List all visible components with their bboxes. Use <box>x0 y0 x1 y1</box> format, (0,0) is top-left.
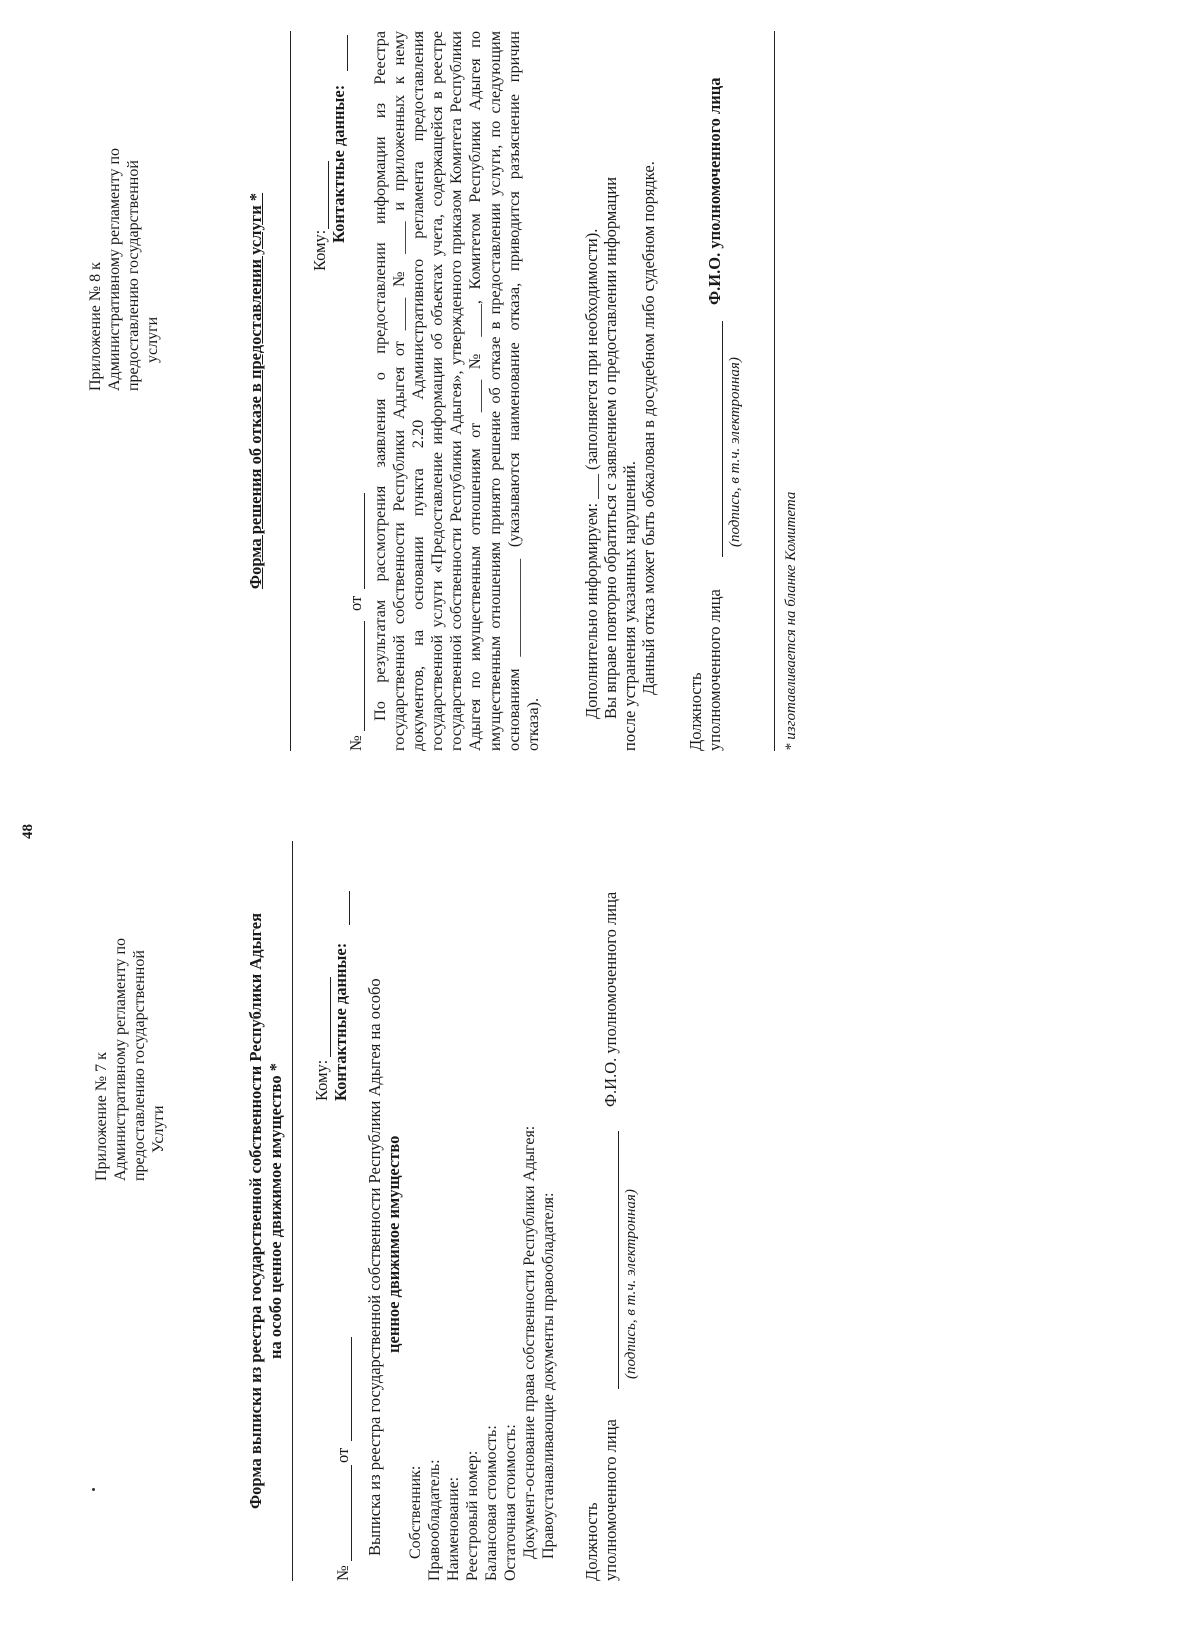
field-holder: Правообладатель: <box>426 1459 443 1581</box>
appendix-line: услуги <box>144 316 161 363</box>
contacts-label: Контактные данные: <box>331 942 350 1101</box>
appendix-line: предоставлению государственной <box>125 160 142 391</box>
position-line-1: Должность <box>686 672 705 751</box>
appendix-line: Услуги <box>150 1105 167 1153</box>
field-balance-value: Балансовая стоимость: <box>483 1425 500 1581</box>
from-blank <box>364 493 365 589</box>
to-label: Кому: <box>312 1059 331 1101</box>
field-residual-value: Остаточная стоимость: <box>502 1424 519 1581</box>
signature-note: (подпись, в т.ч. электронная) <box>727 357 743 547</box>
footnote-rule <box>774 31 775 751</box>
fio-label: Ф.И.О. уполномоченного лица <box>705 77 724 305</box>
reapply-line-2: после устранения указанных нарушений. <box>620 461 639 751</box>
signature-note: (подпись, в т.ч. электронная) <box>623 1189 639 1379</box>
field-title-documents: Правоустанавливающие документы правообладателя: <box>540 1192 557 1559</box>
number-blank <box>351 1465 352 1561</box>
appendix-line: Приложение № 7 к <box>93 1052 110 1181</box>
extract-line-1: Выписка из реестра государственной собственности Республики Адыгея на особо <box>365 978 384 1556</box>
additional-info: Дополнительно информируем: ___ (заполняется при необходимости). <box>582 228 601 719</box>
to-label: Кому: <box>310 229 329 271</box>
reapply-line-1: Вы вправе повторно обратиться с заявлением о предоставлении информации <box>601 176 620 719</box>
field-name: Наименование: <box>445 1476 462 1581</box>
appendix-line: предоставлению государственной <box>131 950 148 1181</box>
form-8-title <box>246 31 266 751</box>
number-label: № <box>333 1565 352 1581</box>
appendix-line: Административному регламенту по <box>112 937 129 1181</box>
title-line: на особо ценное движимое имущество * <box>266 1063 285 1359</box>
contacts-label: Контактные данные: <box>329 84 348 243</box>
signature-blank <box>618 1131 619 1389</box>
appendix-line: Приложение № 8 к <box>87 262 104 391</box>
appendix-7-header <box>92 938 168 1181</box>
field-basis-document: Документ-основание права собственности Республики Адыгея: <box>521 1125 538 1559</box>
form-8-refusal <box>0 0 1200 791</box>
refusal-text: По результатам рассмотрения заявления о предоставлении информации из Реестра государственной собственности Республики Адыгея от ____ № ____ и приложенных к нему документов, на основании пункта 2.20 Административного регламента предоставления государственной услуги «Предоставление информации об объектах учета, содержащейся в реестре государственной собственности Республики Адыгея», утвержденного приказом Комитета Республики Адыгея по имущественным отношениям от ____ № ____, Комитетом Республики Адыгея по имущественным отношениям принято решение об отказе в предоставлении услуги, по следующим основаниям ____________ (указываются наименование отказа, приводится разъяснение причин отказа). <box>370 31 542 751</box>
from-blank <box>351 1337 352 1441</box>
scan-speck <box>92 1488 95 1491</box>
field-owner: Собственник: <box>407 1465 424 1559</box>
extract-line-2: ценное движимое имущество <box>384 1135 403 1353</box>
contacts-blank <box>347 35 348 71</box>
form-7-title <box>246 841 286 1581</box>
number-blank <box>364 621 365 731</box>
fio-label: Ф.И.О. уполномоченного лица <box>601 891 620 1107</box>
footnote: * изготавливается на бланке Комитета <box>783 491 799 751</box>
appendix-line: Административному регламенту по <box>106 147 123 391</box>
field-registry-number: Реестровый номер: <box>464 1450 481 1581</box>
from-label: от <box>333 1447 352 1463</box>
position-line-1: Должность <box>582 1502 601 1581</box>
title-text: Форма решения об отказе в предоставлении услуги * <box>246 192 265 590</box>
refusal-body <box>370 31 542 751</box>
from-label: от <box>346 595 365 611</box>
number-label: № <box>346 735 365 751</box>
page-number: 48 <box>20 824 36 839</box>
appendix-8-header <box>86 148 162 391</box>
position-line-2: уполномоченного лица <box>705 589 724 751</box>
appeal-text: Данный отказ может быть обжалован в досудебном либо судебном порядке. <box>639 161 658 695</box>
title-rule <box>292 841 293 1581</box>
form-7-extract <box>0 801 1200 1601</box>
contacts-blank <box>349 891 350 925</box>
signature-blank <box>722 321 723 557</box>
field-list <box>406 1126 558 1581</box>
title-rule <box>290 31 291 751</box>
title-line: Форма выписки из реестра государственной собственности Республики Адыгея <box>246 912 265 1510</box>
position-line-2: уполномоченного лица <box>601 1419 620 1581</box>
